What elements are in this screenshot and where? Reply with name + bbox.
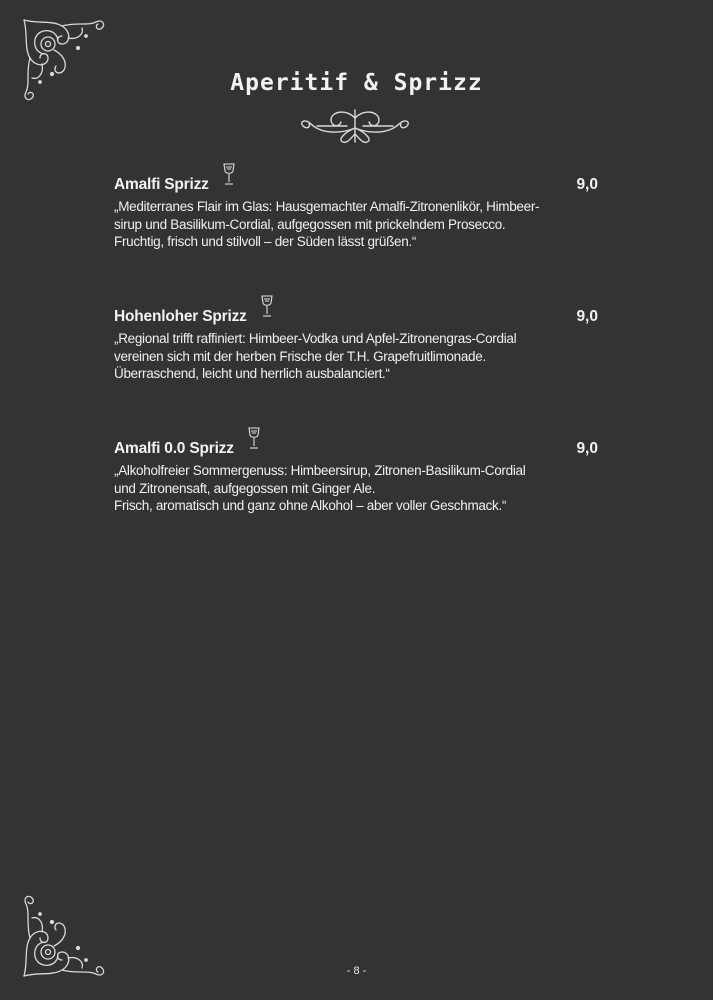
item-description: „Mediterranes Flair im Glas: Hausgemachter Amalfi-Zitronenlikör, Himbeer- sirup und Basilikum-Cordial, aufgegossen mit prickelndem Prosecco. Fruchtig, frisch und stilvoll – der Süden lässt grüßen.“ — [114, 199, 540, 249]
item-name: Amalfi 0.0 Sprizz — [114, 440, 234, 457]
cocktail-glass-icon — [220, 162, 238, 188]
item-description: „Alkoholfreier Sommergenuss: Himbeersirup, Zitronen-Basilikum-Cordial und Zitronensaft, aufgegossen mit Ginger Ale. Frisch, aromatisch und ganz ohne Alkohol – aber voller Geschmack.“ — [114, 463, 526, 513]
cocktail-glass-icon — [245, 426, 263, 452]
menu-item — [114, 438, 598, 515]
item-price: 9,0 — [576, 440, 598, 457]
item-price: 9,0 — [576, 308, 598, 325]
item-price: 9,0 — [576, 176, 598, 193]
menu-item — [114, 306, 598, 383]
page-title: Aperitif & Sprizz — [230, 70, 483, 96]
swirl-divider-icon — [297, 104, 413, 146]
menu-item — [114, 174, 598, 251]
item-name: Amalfi Sprizz — [114, 176, 209, 193]
cocktail-glass-icon — [258, 294, 276, 320]
page-number: - 8 - — [346, 965, 367, 977]
item-name: Hohenloher Sprizz — [114, 308, 247, 325]
item-description: „Regional trifft raffiniert: Himbeer-Vodka und Apfel-Zitronengras-Cordial vereinen sich mit der herben Frische der T.H. Grapefruitlimonade. Überraschend, leicht und herrlich ausbalanciert.“ — [114, 331, 517, 381]
